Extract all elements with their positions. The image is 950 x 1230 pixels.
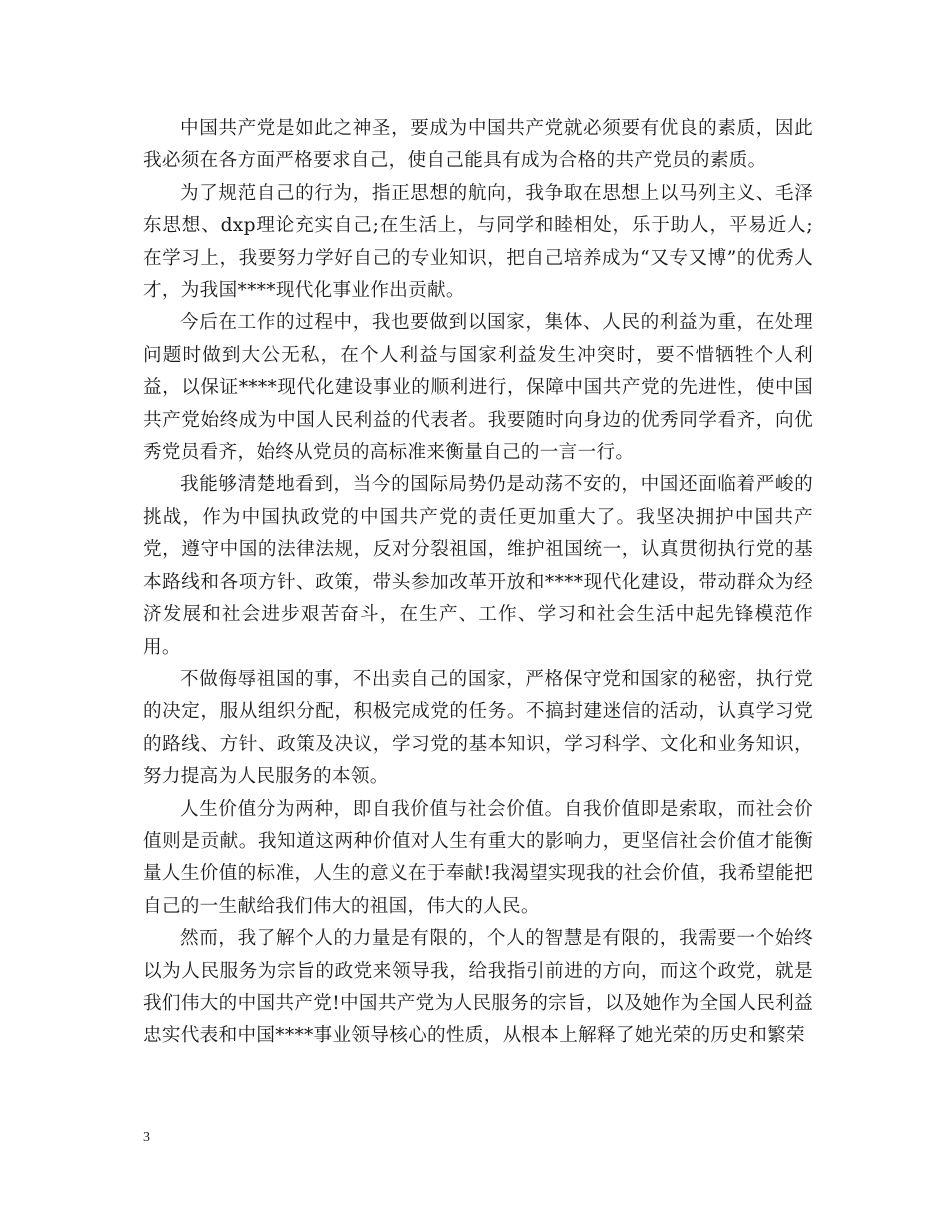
page-number: 3 <box>143 1130 150 1145</box>
document-body <box>143 113 813 1053</box>
paragraph-6: 人生价值分为两种，即自我价值与社会价值。自我价值即是索取，而社会价值则是贡献。我知道这两种价值对人生有重大的影响力，更坚信社会价值才能衡量人生价值的标准，人生的意义在于奉献!我渴望实现我的社会价值，我希望能把自己的一生献给我们伟大的祖国，伟大的人民。 <box>143 798 813 917</box>
paragraph-5: 不做侮辱祖国的事，不出卖自己的国家，严格保守党和国家的秘密，执行党的决定，服从组织分配，积极完成党的任务。不搞封建迷信的活动，认真学习党的路线、方针、政策及决议，学习党的基本知识，学习科学、文化和业务知识，努力提高为人民服务的本领。 <box>143 668 813 788</box>
paragraph-4: 我能够清楚地看到，当今的国际局势仍是动荡不安的，中国还面临着严峻的挑战，作为中国执政党的中国共产党的责任更加重大了。我坚决拥护中国共产党，遵守中国的法律法规，反对分裂祖国，维护祖国统一，认真贯彻执行党的基本路线和各项方针、政策，带头参加改革开放和****现代化建设，带动群众为经济发展和社会进步艰苦奋斗，在生产、工作、学习和社会生活中起先锋模范作用。 <box>143 474 813 658</box>
paragraph-7: 然而，我了解个人的力量是有限的，个人的智慧是有限的，我需要一个始终以为人民服务为宗旨的政党来领导我，给我指引前进的方向，而这个政党，就是我们伟大的中国共产党!中国共产党为人民服务的宗旨，以及她作为全国人民利益忠实代表和中国****事业领导核心的性质，从根本上解释了她光荣的历史和繁荣 <box>143 928 813 1047</box>
paragraph-3: 今后在工作的过程中，我也要做到以国家，集体、人民的利益为重，在处理问题时做到大公无私，在个人利益与国家利益发生冲突时，要不惜牺牲个人利益，以保证****现代化建设事业的顺利进行，保障中国共产党的先进性，使中国共产党始终成为中国人民利益的代表者。我要随时向身边的优秀同学看齐，向优秀党员看齐，始终从党员的高标准来衡量自己的一言一行。 <box>143 312 813 464</box>
paragraph-1: 中国共产党是如此之神圣，要成为中国共产党就必须要有优良的素质，因此我必须在各方面严格要求自己，使自己能具有成为合格的共产党员的素质。 <box>143 118 813 172</box>
paragraph-2: 为了规范自己的行为，指正思想的航向，我争取在思想上以马列主义、毛泽东思想、dxp理论充实自己;在生活上，与同学和睦相处，乐于助人，平易近人;在学习上，我要努力学好自己的专业知识，把自己培养成为“又专又博”的优秀人才，为我国****现代化事业作出贡献。 <box>143 182 813 302</box>
